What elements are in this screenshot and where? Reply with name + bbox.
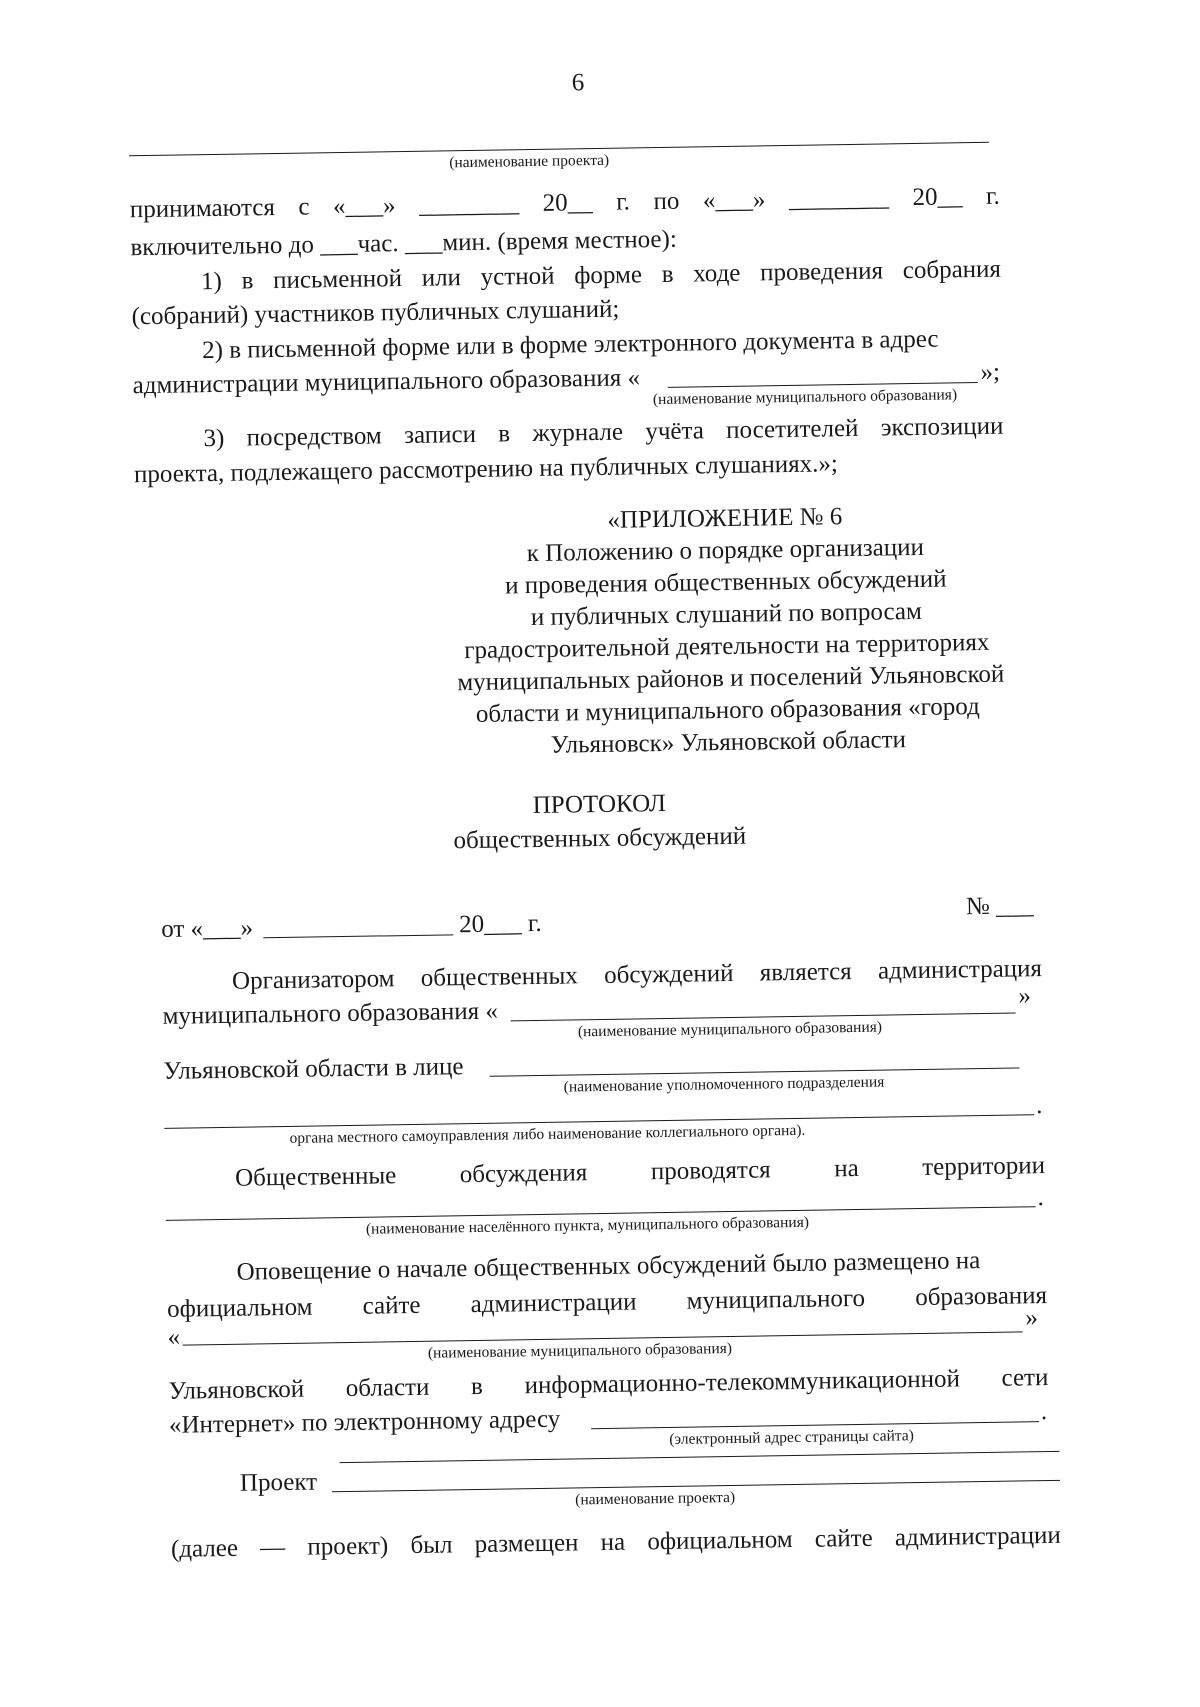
item2-admin-suffix: »; [980, 358, 1001, 386]
organizer-municipal-caption: (наименование муниципального образования) [577, 1018, 883, 1041]
item3-word: 3) [203, 424, 225, 453]
network-word: Ульяновской [168, 1375, 305, 1405]
accept-word: 20__ [542, 189, 593, 217]
project-label: Проект [239, 1468, 318, 1497]
posted-word: официальном [647, 1526, 793, 1556]
protocol-title: ПРОТОКОЛ [532, 789, 667, 820]
organizer-line [232, 956, 1042, 994]
organizer-word: является [759, 958, 852, 987]
item1-word: 1) [200, 267, 223, 296]
authority-dot: . [1035, 1092, 1043, 1120]
accept-word: г. [985, 182, 1000, 210]
organizer-word: Организатором [231, 965, 395, 995]
appendix-title: «ПРИЛОЖЕНИЕ № 6 [607, 503, 843, 534]
protocol-date-prefix: от «___» [160, 914, 254, 943]
appendix-line: муниципальных районов и поселений Ульяновской [457, 660, 1005, 697]
network-word: информационно-телекоммуникационной [524, 1365, 961, 1400]
appendix-line: и публичных слушаний по вопросам [530, 597, 923, 632]
organizer-word: обсуждений [603, 959, 734, 989]
accept-word: 20__ [912, 183, 963, 212]
settlement-caption: (наименование населённого пункта, муниципального образования) [365, 1213, 810, 1238]
posted-word: на [600, 1528, 626, 1557]
protocol-date-year: 20___ г. [458, 909, 542, 939]
authority-caption-2: органа местного самоуправления либо наименование коллегиального органа). [289, 1121, 806, 1147]
authority-caption: (наименование уполномоченного подразделения [563, 1073, 885, 1096]
item3-word: экспозиции [880, 412, 1004, 442]
organizer-word: общественных [420, 962, 578, 992]
item3-word: журнале [532, 418, 624, 448]
posted-word: — [259, 1534, 286, 1562]
item1-word: собрания [902, 255, 1002, 285]
item1-line [201, 257, 1001, 295]
organizer-word: администрация [877, 955, 1043, 985]
organizer-municipal-prefix: муниципального образования « [162, 997, 499, 1030]
internet-prefix: «Интернет» по электронному адресу [168, 1405, 561, 1439]
item3-word: посетителей [725, 414, 859, 444]
protocol-date-line [263, 934, 453, 938]
accept-word: «___» [332, 192, 396, 221]
item1-word: в [661, 260, 674, 288]
organizer-municipal-suffix: » [1018, 982, 1032, 1010]
held-word: Общественные [234, 1162, 397, 1192]
accept-word: «___» [702, 186, 766, 215]
posted-word: был [410, 1531, 453, 1560]
posted-word: размещен [474, 1529, 579, 1559]
project-name-caption: (наименование проекта) [449, 151, 610, 172]
held-word: обсуждения [459, 1159, 588, 1189]
held-word: на [834, 1154, 859, 1183]
site-line [167, 1283, 1047, 1322]
item3-word: в [498, 420, 511, 448]
site-word: муниципального [686, 1284, 866, 1315]
item3-continuation: проекта, подлежащего рассмотрению на публичных слушаниях.»; [133, 450, 839, 489]
held-word: проводятся [650, 1156, 771, 1186]
accept-word: ________ [788, 184, 890, 213]
accept-word: г. [615, 188, 631, 216]
item2-municipal-caption: (наименование муниципального образования) [652, 386, 958, 409]
site-word: сайте [362, 1291, 421, 1320]
accept-word: по [653, 187, 680, 216]
item3-line [203, 414, 1003, 452]
site-word: официальном [166, 1293, 313, 1323]
page-number: 6 [571, 69, 585, 97]
item2-line: 2) в письменной форме или в форме электронного документа в адрес [201, 325, 939, 365]
internet-dot: . [1040, 1398, 1048, 1426]
site-word: администрации [470, 1288, 637, 1319]
project-caption: (наименование проекта) [575, 1488, 736, 1509]
region-prefix: Ульяновской области в лице [163, 1053, 464, 1085]
quote-close: » [1025, 1304, 1039, 1332]
inclusive-time-line: включительно до ___час. ___мин. (время местное): [130, 225, 678, 262]
site-word: образования [914, 1282, 1048, 1312]
item1-word: в [241, 267, 254, 295]
project-top-line [340, 1451, 1060, 1463]
appendix-line: к Положению о порядке организации [526, 533, 925, 568]
posted-word: сайте [814, 1524, 873, 1553]
protocol-subtitle: общественных обсуждений [453, 822, 747, 855]
item1-word: письменной [272, 265, 403, 295]
appendix-line: и проведения общественных обсуждений [504, 565, 947, 600]
municipal-caption-2: (наименование муниципального образования) [427, 1339, 733, 1362]
accept-word: принимаются [129, 194, 276, 224]
posted-line [171, 1523, 1061, 1562]
posted-word: администрации [894, 1521, 1061, 1552]
posted-word: проект) [307, 1532, 389, 1561]
network-word: в [470, 1372, 484, 1401]
item1-word: ходе [693, 259, 741, 288]
network-line [168, 1365, 1048, 1404]
item1-word: или [421, 264, 462, 292]
accept-dates-line [130, 184, 1000, 223]
accept-word: ________ [418, 190, 520, 219]
network-word: сети [1001, 1364, 1049, 1392]
network-word: области [345, 1373, 430, 1403]
item1-continuation: (собраний) участников публичных слушаний; [131, 295, 620, 331]
appendix-line: области и муниципального образования «город [475, 693, 980, 728]
appendix-line: градостроительной деятельности на территориях [464, 628, 990, 665]
held-line [235, 1153, 1045, 1191]
held-word: территории [922, 1152, 1046, 1181]
item2-admin-prefix: администрации муниципального образования « [132, 364, 641, 400]
item3-word: учёта [645, 417, 705, 446]
settlement-dot: . [1037, 1184, 1044, 1212]
item1-word: устной [480, 262, 555, 291]
item3-word: посредством [246, 422, 382, 452]
notice-line: Оповещение о начале общественных обсуждений было размещено на [236, 1247, 981, 1286]
accept-word: с [298, 193, 310, 221]
appendix-line: Ульяновск» Ульяновской области [550, 726, 907, 759]
item3-word: записи [403, 420, 477, 450]
protocol-number: № ___ [965, 892, 1034, 921]
item1-word: проведения [759, 257, 884, 287]
address-caption: (электронный адрес страницы сайта) [669, 1427, 914, 1448]
item1-word: форме [574, 261, 643, 290]
posted-word: (далее [170, 1534, 239, 1563]
quote-open: « [167, 1323, 181, 1351]
